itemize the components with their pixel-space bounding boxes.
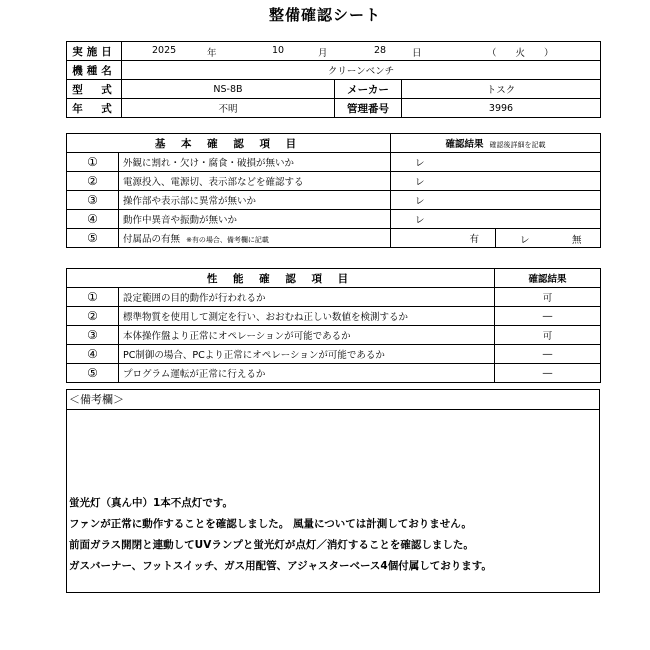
remark-line: 蛍光灯（真ん中）1本不点灯です。 [69, 497, 233, 509]
item-note: ※有の場合、備考欄に記載 [186, 236, 269, 244]
table-row [67, 191, 601, 210]
table-row [67, 229, 601, 248]
date-row [67, 42, 601, 61]
remark-line: ガスバーナー、フットスイッチ、ガス用配管、アジャスターベース4個付属しております。 [69, 560, 492, 572]
type-row [67, 80, 601, 99]
page-title: 整備確認シート [268, 6, 381, 24]
year-unit: 年 [207, 48, 217, 59]
check-mark: レ [415, 196, 425, 207]
accessory-yes: 有 [469, 234, 479, 245]
remarks-text [69, 493, 492, 577]
year-made-row [67, 99, 601, 118]
accessory-yes-cell [391, 229, 496, 248]
item-number: ① [67, 153, 119, 172]
check-mark: レ [415, 177, 425, 188]
item-text: 動作中異音や振動が無いか [119, 210, 391, 229]
item-result: 可 [495, 326, 601, 345]
basic-result-header: 確認結果 [445, 139, 484, 150]
item-result: ― [495, 345, 601, 364]
day-unit: 日 [412, 48, 422, 59]
performance-result-header: 確認結果 [495, 269, 601, 288]
accessory-no-cell [496, 229, 601, 248]
table-row [67, 364, 601, 383]
year-value: 2025 [152, 45, 177, 56]
item-result [391, 191, 601, 210]
item-number: ② [67, 307, 119, 326]
remark-line: ファンが正常に動作することを確認しました。 風量については計測しておりません。 [69, 518, 472, 530]
item-text: 本体操作盤より正常にオペレーションが可能であるか [119, 326, 495, 345]
performance-header-row [67, 269, 601, 288]
basic-result-header-cell [391, 134, 601, 153]
mgmt-value: 3996 [402, 99, 601, 118]
item-number: ⑤ [67, 229, 119, 248]
performance-check-table [66, 268, 601, 383]
basic-header-row [67, 134, 601, 153]
item-text: 電源投入、電源切、表示部などを確認する [119, 172, 391, 191]
check-mark: レ [415, 215, 425, 226]
month-value: 10 [272, 45, 285, 56]
item-number: ③ [67, 191, 119, 210]
item-text: プログラム運転が正常に行えるか [119, 364, 495, 383]
basic-header: 基 本 確 認 項 目 [67, 134, 391, 153]
item-number: ③ [67, 326, 119, 345]
model-row [67, 61, 601, 80]
table-row [67, 172, 601, 191]
item-result: ― [495, 307, 601, 326]
item-number: ④ [67, 345, 119, 364]
model-value: クリーンベンチ [122, 61, 601, 80]
performance-header: 性 能 確 認 項 目 [67, 269, 495, 288]
type-label: 型 式 [67, 80, 122, 99]
remarks-title: ＜備考欄＞ [69, 393, 124, 406]
year-made-label: 年 式 [67, 99, 122, 118]
remarks-box [66, 389, 600, 593]
year-made-value: 不明 [122, 99, 335, 118]
item-result: 可 [495, 288, 601, 307]
date-value [122, 42, 601, 61]
item-number: ① [67, 288, 119, 307]
remark-line: 前面ガラス開閉と連動してUVランプと蛍光灯が点灯／消灯することを確認しました。 [69, 539, 474, 551]
maker-label: メーカー [335, 80, 402, 99]
remarks-divider [67, 409, 599, 410]
table-row [67, 288, 601, 307]
maker-value: トスク [402, 80, 601, 99]
table-row [67, 307, 601, 326]
item-text-cell [119, 229, 391, 248]
item-text: 標準物質を使用して測定を行い、おおむね正しい数値を検測するか [119, 307, 495, 326]
mgmt-label: 管理番号 [335, 99, 402, 118]
item-text: 操作部や表示部に異常が無いか [119, 191, 391, 210]
table-row [67, 326, 601, 345]
weekday-value: （ 火 ） [487, 48, 554, 59]
item-result [391, 210, 601, 229]
day-value: 28 [374, 45, 387, 56]
item-number: ② [67, 172, 119, 191]
type-value: NS-8B [122, 80, 335, 99]
basic-check-table [66, 133, 601, 248]
item-number: ④ [67, 210, 119, 229]
item-text: PC制御の場合、PCより正常にオペレーションが可能であるか [119, 345, 495, 364]
date-label: 実施日 [67, 42, 122, 61]
basic-result-note: 確認後詳細を記載 [489, 141, 546, 149]
check-mark: レ [415, 158, 425, 169]
item-result [391, 172, 601, 191]
item-number: ⑤ [67, 364, 119, 383]
table-row [67, 345, 601, 364]
model-label: 機種名 [67, 61, 122, 80]
info-table [66, 41, 601, 118]
check-mark: レ [520, 235, 530, 246]
table-row [67, 210, 601, 229]
item-result [391, 153, 601, 172]
item-text: 付属品の有無 [123, 234, 181, 245]
item-result: ― [495, 364, 601, 383]
table-row [67, 153, 601, 172]
item-text: 設定範囲の目的動作が行われるか [119, 288, 495, 307]
accessory-no: 無 [572, 235, 582, 246]
month-unit: 月 [318, 48, 328, 59]
item-text: 外観に割れ・欠け・腐食・破損が無いか [119, 153, 391, 172]
